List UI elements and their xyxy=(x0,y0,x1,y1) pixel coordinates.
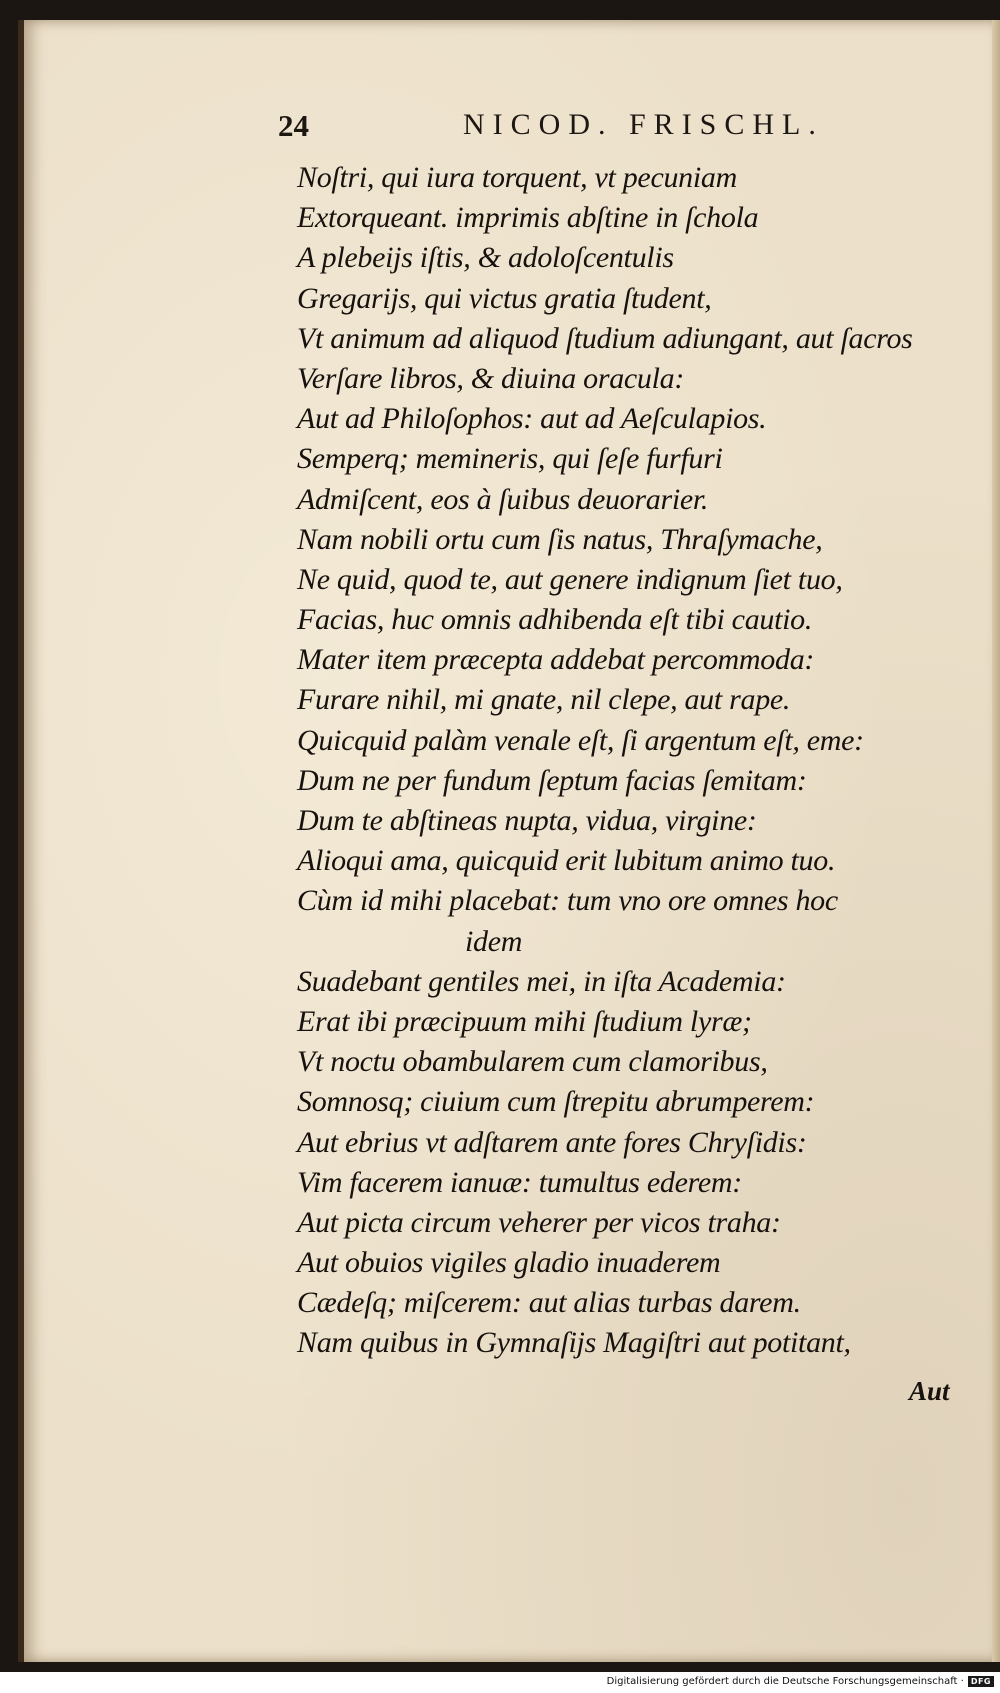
verse-line: Nam nobili ortu cum ſis natus, Thraſymache, xyxy=(297,522,823,556)
verse-line: Vim facerem ianuæ: tumultus ederem: xyxy=(297,1165,742,1199)
dfg-logo: DFG xyxy=(968,1676,994,1687)
verse-line: Quicquid palàm venale eſt, ſi argentum eſt, eme: xyxy=(297,723,864,757)
verse-line: Furare nihil, mi gnate, nil clepe, aut rape. xyxy=(297,683,791,717)
verse-line: Dum ne per fundum ſeptum facias ſemitam: xyxy=(297,763,807,797)
verse-text-block xyxy=(297,158,977,1364)
page-number: 24 xyxy=(278,108,309,143)
verse-line: Erat ibi præcipuum mihi ſtudium lyræ; xyxy=(297,1004,752,1038)
verse-line: Alioqui ama, quicquid erit lubitum animo tuo. xyxy=(297,844,836,878)
verse-line: Cædeſq; miſcerem: aut alias turbas darem. xyxy=(297,1286,801,1320)
verse-line: Ne quid, quod te, aut genere indignum ſiet tuo, xyxy=(297,562,843,596)
verse-line: Nam quibus in Gymnaſijs Magiſtri aut potitant, xyxy=(297,1326,851,1360)
verse-line: Extorqueant. imprimis abſtine in ſchola xyxy=(297,201,759,235)
verse-line: Aut ad Philoſophos: aut ad Aeſculapios. xyxy=(297,402,767,436)
verse-line: Admiſcent, eos à ſuibus deuorarier. xyxy=(297,482,709,516)
verse-line: Vt animum ad aliquod ſtudium adiungant, aut ſacros xyxy=(297,321,913,355)
verse-line: A plebeijs iſtis, & adoloſcentulis xyxy=(297,241,674,275)
page-header xyxy=(278,108,878,152)
verse-line: Aut ebrius vt adſtarem ante fores Chryſidis: xyxy=(297,1125,807,1159)
verse-line: Mater item præcepta addebat percommoda: xyxy=(297,643,815,677)
verse-line: Vt noctu obambularem cum clamoribus, xyxy=(297,1045,768,1079)
verse-line: Suadebant gentiles mei, in iſta Academia: xyxy=(297,964,786,998)
credit-text: Digitalisierung gefördert durch die Deutsche Forschungsgemeinschaft · xyxy=(606,1676,964,1687)
verse-line-turnover: idem xyxy=(465,924,523,958)
verse-line: Aut obuios vigiles gladio inuaderem xyxy=(297,1246,721,1280)
verse-line: Verſare libros, & diuina oracula: xyxy=(297,361,685,395)
verse-line: Dum te abſtineas nupta, vidua, virgine: xyxy=(297,804,757,837)
verse-line: Aut picta circum veherer per vicos traha: xyxy=(297,1205,781,1239)
verse-line: Somnosq; ciuium cum ſtrepitu abrumperem: xyxy=(297,1085,815,1119)
running-head: NICOD. FRISCHL. xyxy=(463,108,824,141)
verse-line: Gregarijs, qui victus gratia ſtudent, xyxy=(297,281,712,315)
page-edge xyxy=(992,20,1000,1662)
catchword: Aut xyxy=(909,1376,950,1406)
verse-line: Facias, huc omnis adhibenda eſt tibi cautio. xyxy=(297,603,813,637)
verse-line: Noſtri, qui iura torquent, vt pecuniam xyxy=(297,161,737,194)
verse-line: Cùm id mihi placebat: tum vno ore omnes hoc xyxy=(297,884,838,918)
verse-line: Semperq; memineris, qui ſeſe furfuri xyxy=(297,442,723,476)
digitization-credit xyxy=(607,1676,994,1687)
